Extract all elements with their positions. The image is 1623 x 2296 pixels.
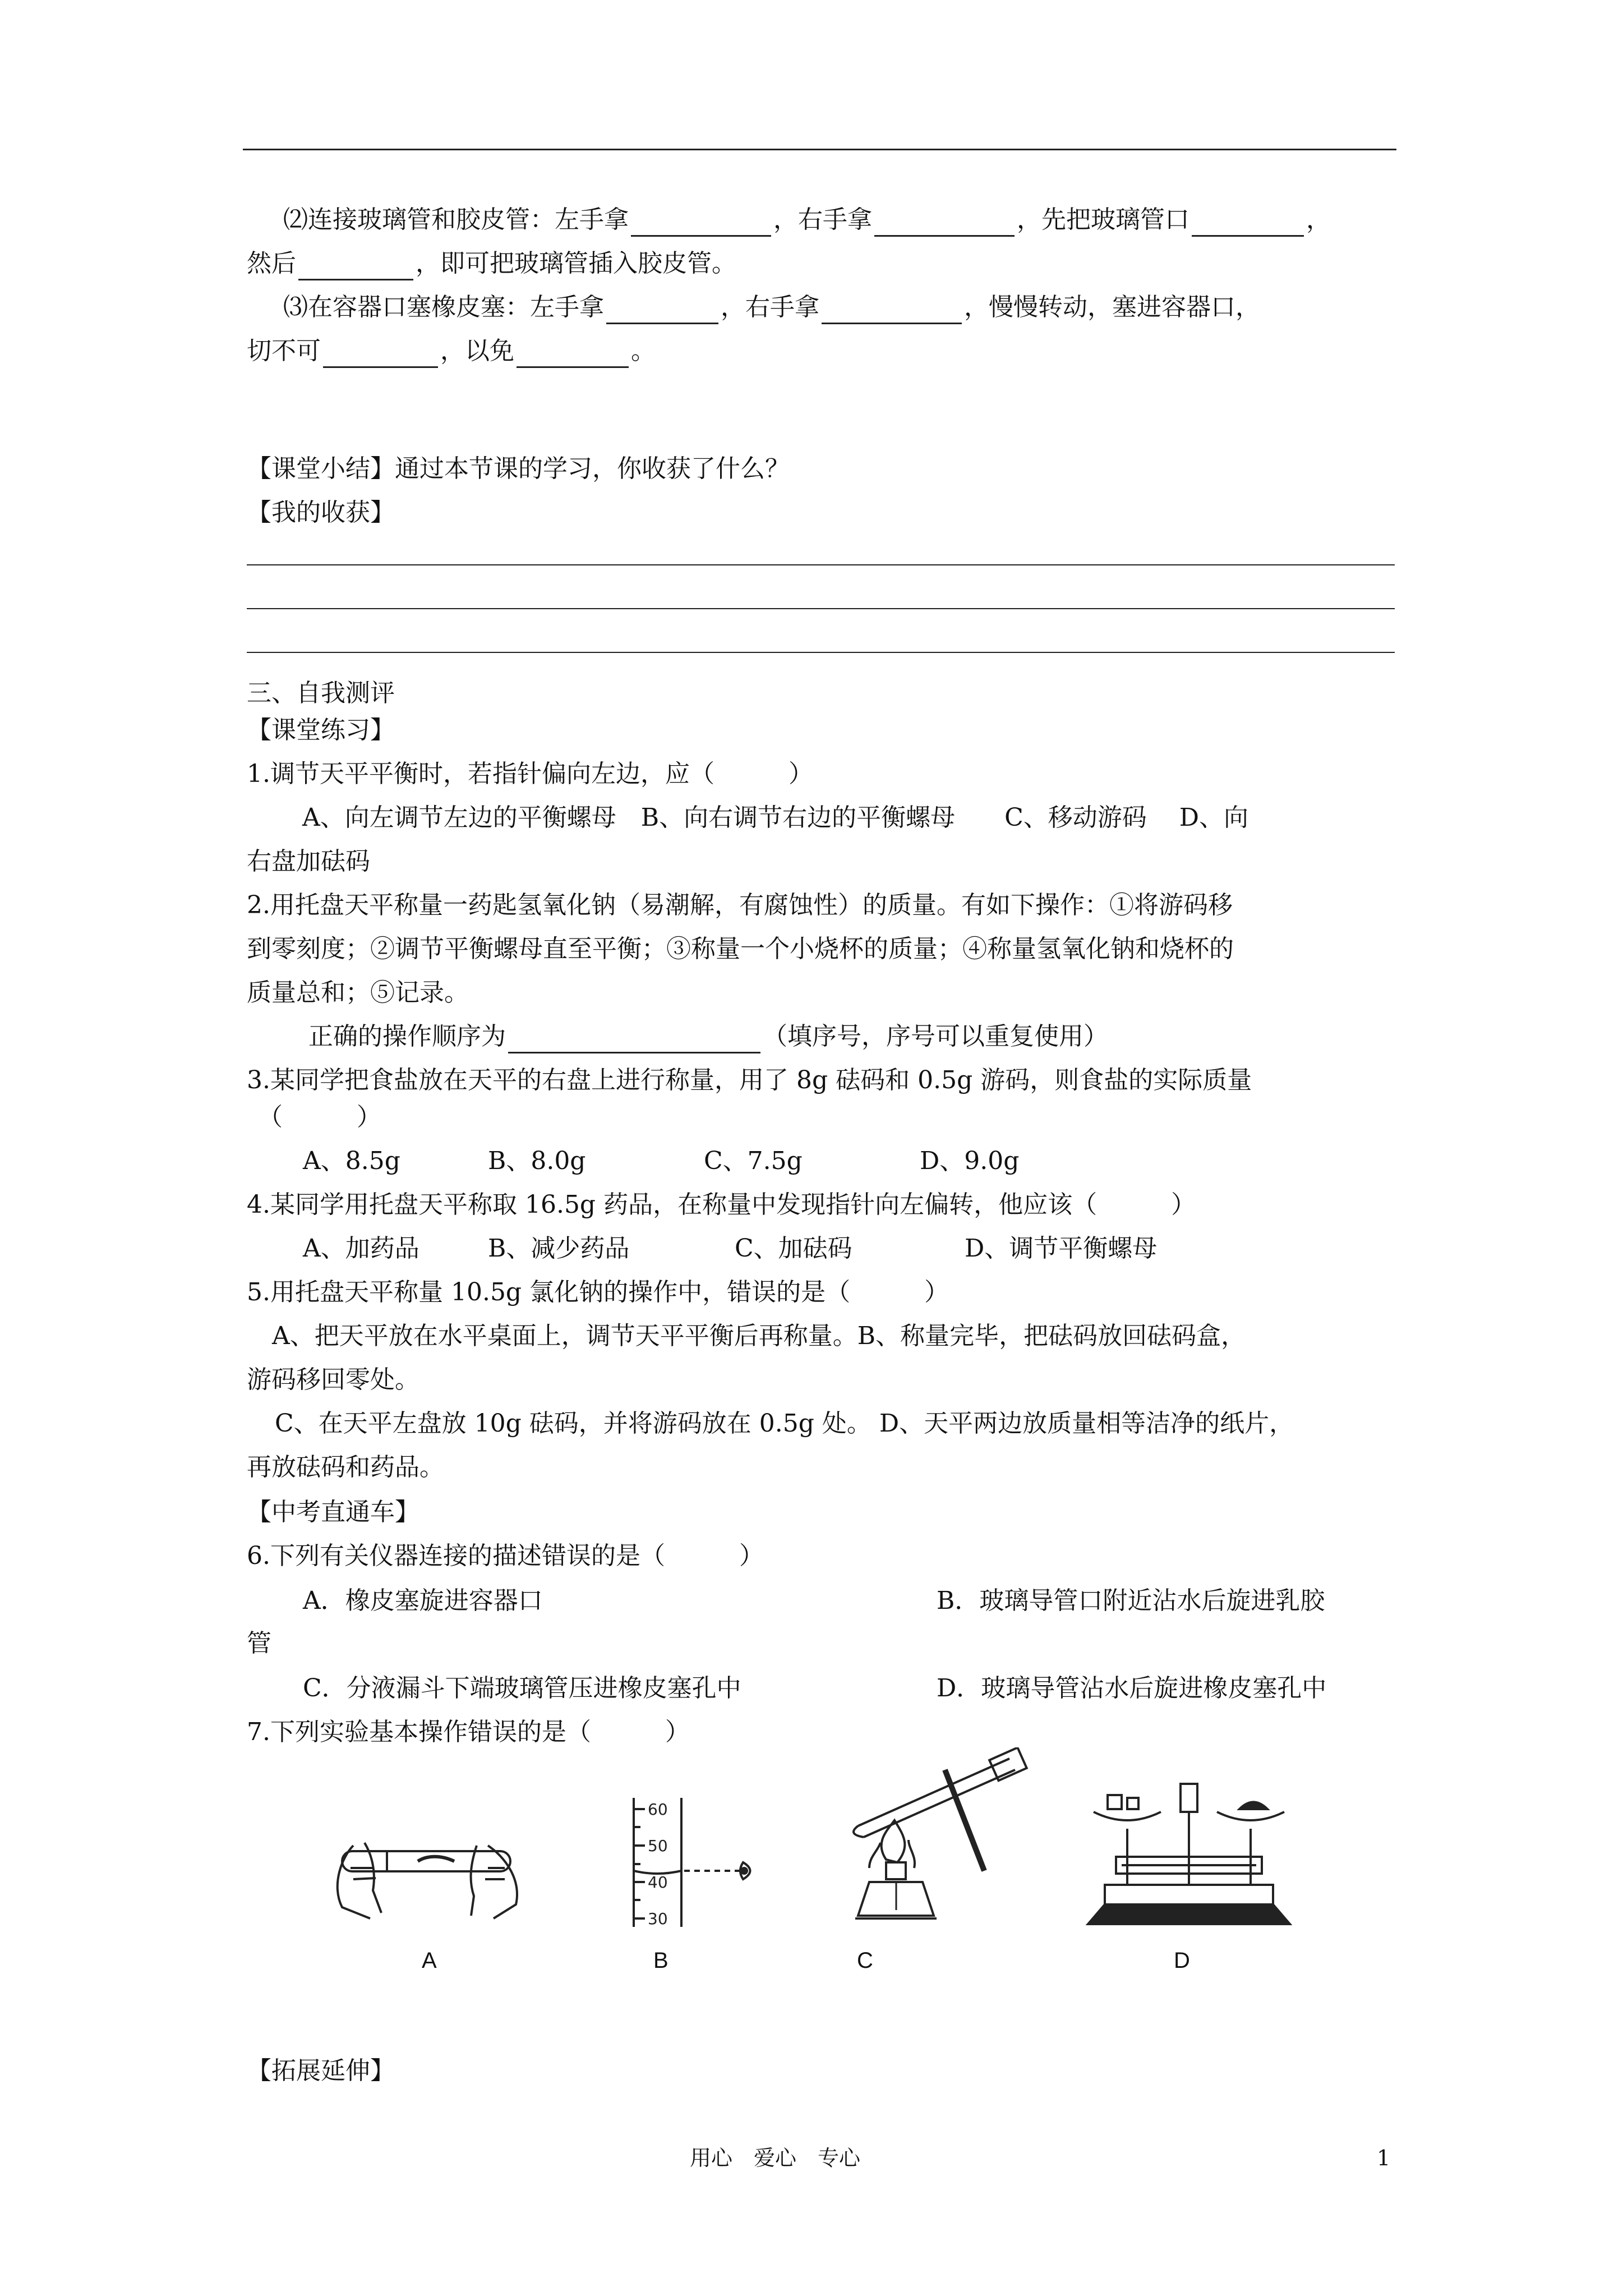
cylinder-tick-40: 40 — [648, 1873, 668, 1892]
q2-line2 — [247, 247, 736, 280]
section-title: 三、自我测评 — [247, 679, 395, 707]
q3-text-5: ，以免 — [440, 337, 514, 365]
page-number: 1 — [1377, 2146, 1391, 2170]
gain-line-1[interactable] — [247, 564, 1395, 565]
q2-text-4: ， — [1306, 205, 1331, 234]
summary-title: 【课堂小结】通过本节课的学习，你收获了什么？ — [247, 454, 790, 483]
gain-line-2[interactable] — [247, 608, 1395, 609]
p2-line3: 质量总和；⑤记录。 — [247, 978, 469, 1007]
answer-blank[interactable] — [517, 341, 629, 368]
p4-option-d: D、调节平衡螺母 — [965, 1234, 1158, 1263]
p6-option-c: C．分液漏斗下端玻璃管压进橡皮塞孔中 — [303, 1674, 741, 1703]
p7-stem: 7.下列实验基本操作错误的是（ ） — [247, 1718, 690, 1746]
p2-answer-hint: （填序号，序号可以重复使用） — [763, 1022, 1108, 1051]
figure-c-heating-test-tube — [824, 1747, 1038, 1932]
cylinder-tick-60: 60 — [648, 1800, 668, 1819]
p3-option-c: C、7.5g — [704, 1147, 803, 1175]
q3-text-6: 。 — [631, 337, 656, 365]
header-rule — [243, 149, 1396, 150]
p5-line3: C、在天平左盘放 10g 砝码，并将游码放在 0.5g 处。 D、天平两边放质量相等洁净的纸片， — [275, 1409, 1294, 1438]
p3-line2: （ ） — [258, 1103, 381, 1131]
figure-label-c: C — [857, 1948, 873, 1973]
p4-stem: 4.某同学用托盘天平称取 16.5g 药品，在称量中发现指针向左偏转，他应该（ ） — [247, 1190, 1196, 1219]
answer-blank[interactable] — [298, 253, 413, 280]
p3-line1: 3.某同学把食盐放在天平的右盘上进行称量，用了 8g 砝码和 0.5g 游码，则食盐的实际质量 — [247, 1066, 1252, 1094]
q3-text-2: ，右手拿 — [721, 293, 819, 321]
answer-blank[interactable] — [508, 1026, 760, 1053]
p2-line1: 2.用托盘天平称量一药匙氢氧化钠（易潮解，有腐蚀性）的质量。有如下操作：①将游码移 — [247, 891, 1233, 919]
answer-blank[interactable] — [822, 297, 962, 324]
p6-option-b-cont: 管 — [247, 1629, 271, 1658]
gain-line-3[interactable] — [247, 652, 1395, 653]
p3-option-d: D、9.0g — [920, 1147, 1020, 1175]
p1-stem: 1.调节天平平衡时，若指针偏向左边，应（ ） — [247, 760, 813, 788]
q3-text-4: 切不可 — [247, 337, 321, 365]
answer-blank[interactable] — [631, 209, 771, 237]
q3-text-3: ，慢慢转动，塞进容器口， — [964, 293, 1260, 321]
p3-option-a: A、8.5g — [303, 1147, 400, 1175]
practice-title: 【课堂练习】 — [247, 716, 395, 744]
p2-answer-label: 正确的操作顺序为 — [308, 1022, 506, 1051]
cylinder-tick-50: 50 — [648, 1837, 668, 1855]
figure-label-d: D — [1174, 1948, 1190, 1973]
p2-line2: 到零刻度；②调节平衡螺母直至平衡；③称量一个小烧杯的质量；④称量氢氧化钠和烧杯的 — [247, 935, 1234, 963]
cylinder-tick-30: 30 — [648, 1910, 668, 1928]
p4-option-a: A、加药品 — [303, 1234, 419, 1263]
p1-options: A、向左调节左边的平衡螺母 B、向右调节右边的平衡螺母 C、移动游码 D、向 — [278, 803, 1249, 832]
footer-motto: 用心 爱心 专心 — [690, 2146, 861, 2170]
q2-text-6: ，即可把玻璃管插入胶皮管。 — [416, 249, 736, 278]
q3-text-1: ⑶在容器口塞橡皮塞：左手拿 — [283, 293, 604, 321]
q3-line2 — [247, 334, 656, 368]
p6-option-b: B．玻璃导管口附近沾水后旋进乳胶 — [937, 1586, 1325, 1615]
p5-line1: A、把天平放在水平桌面上，调节天平平衡后再称量。B、称量完毕，把砝码放回砝码盒， — [272, 1322, 1246, 1350]
p4-option-b: B、减少药品 — [488, 1234, 630, 1263]
p5-stem: 5.用托盘天平称量 10.5g 氯化钠的操作中，错误的是（ ） — [247, 1278, 949, 1306]
p2-line4 — [308, 1020, 1108, 1053]
answer-blank[interactable] — [1192, 209, 1304, 237]
figure-label-a: A — [422, 1948, 437, 1973]
p3-option-b: B、8.0g — [488, 1147, 586, 1175]
q2-line1 — [283, 203, 1331, 237]
p5-line4: 再放砝码和药品。 — [247, 1453, 444, 1481]
exam-title: 【中考直通车】 — [247, 1498, 419, 1526]
p1-options-cont: 右盘加砝码 — [247, 847, 370, 876]
q3-line1 — [283, 291, 1260, 324]
extension-title: 【拓展延伸】 — [247, 2056, 395, 2085]
answer-blank[interactable] — [874, 209, 1015, 237]
p5-line2: 游码移回零处。 — [247, 1365, 419, 1394]
p6-option-a: A．橡皮塞旋进容器口 — [303, 1586, 543, 1615]
p6-option-d: D．玻璃导管沾水后旋进橡皮塞孔中 — [937, 1674, 1327, 1703]
figure-a-test-tube-hands — [320, 1812, 538, 1924]
q2-text-5: 然后 — [247, 249, 296, 278]
p6-stem: 6.下列有关仪器连接的描述错误的是（ ） — [247, 1542, 764, 1570]
figure-d-balance-scale — [1082, 1773, 1295, 1932]
p4-option-c: C、加砝码 — [735, 1234, 852, 1263]
figure-b-graduated-cylinder — [628, 1792, 774, 1932]
my-gain-title: 【我的收获】 — [247, 498, 395, 527]
q2-text-2: ，右手拿 — [773, 205, 872, 234]
answer-blank[interactable] — [323, 341, 438, 368]
figure-label-b: B — [653, 1948, 668, 1973]
q2-text-1: ⑵连接玻璃管和胶皮管：左手拿 — [283, 205, 629, 234]
q2-text-3: ，先把玻璃管口 — [1017, 205, 1189, 234]
answer-blank[interactable] — [606, 297, 718, 324]
